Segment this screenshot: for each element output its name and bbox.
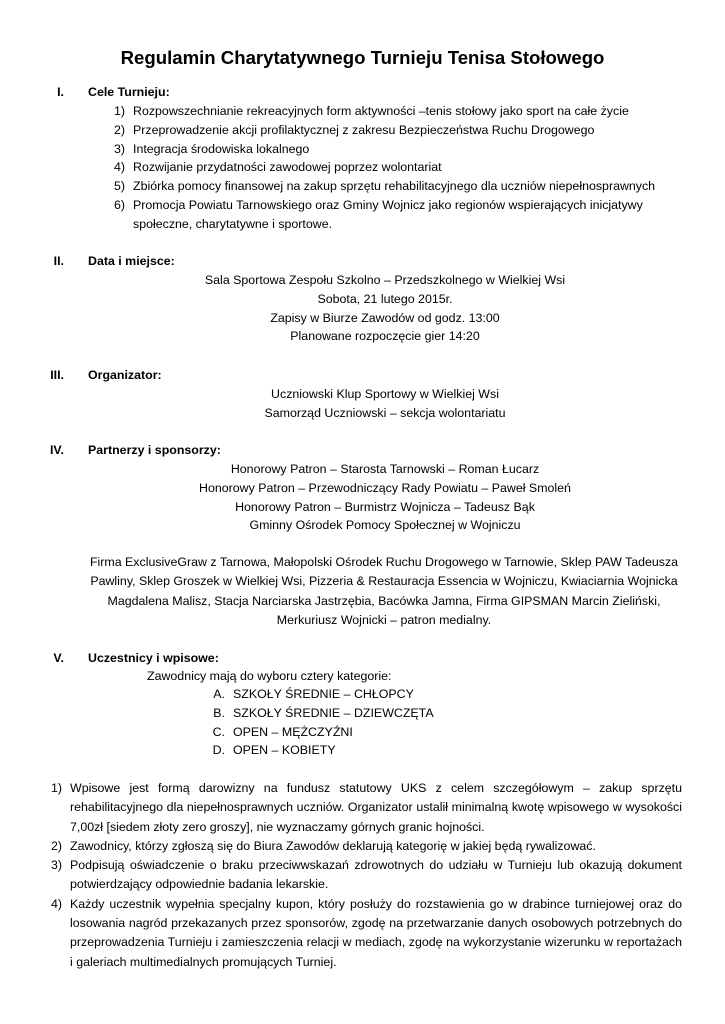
item-number: A. (213, 687, 225, 701)
list-item (0, 177, 725, 196)
date-place-block (40, 271, 725, 346)
item-text: SZKOŁY ŚREDNIE – CHŁOPCY (233, 687, 414, 701)
categories-list (0, 685, 725, 760)
item-text: Promocja Powiatu Tarnowskiego oraz Gminy Wojnicz jako regionów wspierających inicjatywy (133, 197, 643, 212)
item-text: OPEN – MĘŻCZYŹNI (233, 724, 353, 739)
date-line: Sobota, 21 lutego 2015r. (317, 291, 453, 306)
item-text: OPEN – KOBIETY (233, 743, 336, 758)
patron-line: Gminny Ośrodek Pomocy Społecznej w Wojniczu (249, 518, 521, 533)
patron-line: Honorowy Patron – Burmistrz Wojnicza – Tadeusz Bąk (235, 499, 535, 514)
venue-line: Sala Sportowa Zespołu Szkolno – Przedszkolnego w Wielkiej Wsi (204, 273, 566, 287)
item-number: 4) (113, 160, 125, 175)
item-number: 5) (113, 179, 125, 194)
patron-line: Honorowy Patron – Starosta Tarnowski – Roman Łucarz (230, 462, 540, 476)
section-2-title: Data i miejsce: (88, 254, 175, 268)
item-text: Wpisowe jest formą darowizny na fundusz statutowy UKS z celem szczegółowym – zakup sprzętu rehabilitacyjnego dla niepełnosprawnych uczniów. Organizator ustalił minimalną kwotę wpisowego w wysokości 7,00zł [siedem złoty zero groszy], nie wyznaczamy górnych granic hojności. (70, 781, 682, 834)
rules-list (0, 779, 725, 972)
item-number: 1) (51, 781, 63, 795)
list-item (0, 140, 725, 159)
list-item (0, 158, 725, 177)
item-text: Przeprowadzenie akcji profilaktycznej z zakresu Bezpieczeństwa Ruchu Drogowego (133, 122, 595, 137)
section-2-heading (0, 252, 725, 271)
list-item (0, 196, 725, 234)
organizer-line: Samorząd Uczniowski – sekcja wolontariatu (264, 405, 506, 420)
item-number: D. (212, 743, 225, 758)
list-item (0, 741, 725, 760)
section-1-number: I. (57, 85, 64, 99)
list-item (0, 685, 725, 704)
item-number: 6) (113, 197, 125, 212)
goals-list (0, 102, 725, 234)
item-text: Każdy uczestnik wypełnia specjalny kupon, który posłuży do rozstawienia go w drabince turniejowej oraz do losowania nagród przekazanych przez sponsorów, zgodę na przetwarzanie danych osobowych potrzebnych do przeprowadzenia Turnieju i zamieszczenia relacji w mediach, zgodę na wykorzystanie wizerunku w reportażach i galeriach multimedialnych promujących Turniej. (70, 896, 682, 969)
list-item (0, 723, 725, 742)
patrons-block (40, 460, 725, 535)
list-item (0, 121, 725, 140)
list-item (0, 837, 682, 856)
section-3-number: III. (50, 368, 64, 382)
sponsors-paragraph: Firma ExclusiveGraw z Tarnowa, Małopolski Ośrodek Ruchu Drogowego w Tarnowie, Sklep PAW Tadeusza Pawliny, Sklep Groszek w Wielkiej Wsi, Pizzeria & Restauracja Essencia w Wojniczu, Kwiaciarnia Wojnicka Magdalena Malisz, Stacja Narciarska Jastrzębia, Bacówka Jamna, Firma GIPSMAN Marcin Zieliński, Merkuriusz Wojnicki – patron medialny. (89, 555, 679, 628)
item-text: Rozwijanie przydatności zawodowej poprzez wolontariat (133, 160, 442, 175)
section-5-heading (0, 649, 725, 668)
section-5-title: Uczestnicy i wpisowe: (88, 651, 219, 665)
list-item (0, 779, 682, 837)
organizer-line: Uczniowski Klup Sportowy w Wielkiej Wsi (271, 387, 499, 401)
registration-line: Zapisy w Biurze Zawodów od godz. 13:00 (270, 310, 500, 325)
categories-intro: Zawodnicy mają do wyboru cztery kategorie: (147, 669, 392, 683)
item-number: 3) (113, 141, 125, 156)
section-1-heading (0, 83, 725, 102)
section-4-heading (0, 441, 725, 460)
list-item (0, 704, 725, 723)
list-item (0, 856, 682, 895)
item-text: Zawodnicy, którzy zgłoszą się do Biura Zawodów deklarują kategorię w jakiej będą rywalizować. (70, 838, 596, 853)
item-text-continued: społeczne, charytatywne i sportowe. (133, 216, 333, 231)
section-5-number: V. (53, 651, 64, 665)
organizer-block (40, 385, 725, 423)
section-3-title: Organizator: (88, 368, 162, 382)
section-4-number: IV. (49, 443, 64, 457)
section-4-title: Partnerzy i sponsorzy: (88, 443, 221, 457)
item-number: 1) (113, 104, 125, 118)
item-number: 2) (51, 838, 63, 853)
section-2-number: II. (53, 254, 64, 268)
item-text: Podpisują oświadczenie o braku przeciwwskazań zdrowotnych do udziału w Turnieju lub okazują dokument potwierdzający odpowiednie badania lekarskie. (70, 858, 682, 892)
list-item (0, 102, 725, 121)
document-title: Regulamin Charytatywnego Turnieju Tenisa Stołowego (120, 47, 605, 68)
item-number: B. (213, 705, 225, 720)
item-text: SZKOŁY ŚREDNIE – DZIEWCZĘTA (233, 705, 434, 720)
item-number: 4) (51, 896, 63, 911)
item-number: C. (212, 724, 225, 739)
item-text: Zbiórka pomocy finansowej na zakup sprzętu rehabilitacyjnego dla uczniów niepełnosprawnych (133, 179, 656, 194)
section-1-title: Cele Turnieju: (88, 85, 170, 99)
section-3-heading (0, 366, 725, 385)
patron-line: Honorowy Patron – Przewodniczący Rady Powiatu – Paweł Smoleń (199, 480, 571, 495)
item-number: 2) (113, 122, 125, 137)
start-line: Planowane rozpoczęcie gier 14:20 (290, 329, 480, 344)
item-text: Rozpowszechnianie rekreacyjnych form aktywności –tenis stołowy jako sport na całe życie (133, 104, 629, 118)
item-text: Integracja środowiska lokalnego (133, 141, 310, 156)
list-item (0, 895, 682, 972)
item-number: 3) (51, 858, 63, 873)
